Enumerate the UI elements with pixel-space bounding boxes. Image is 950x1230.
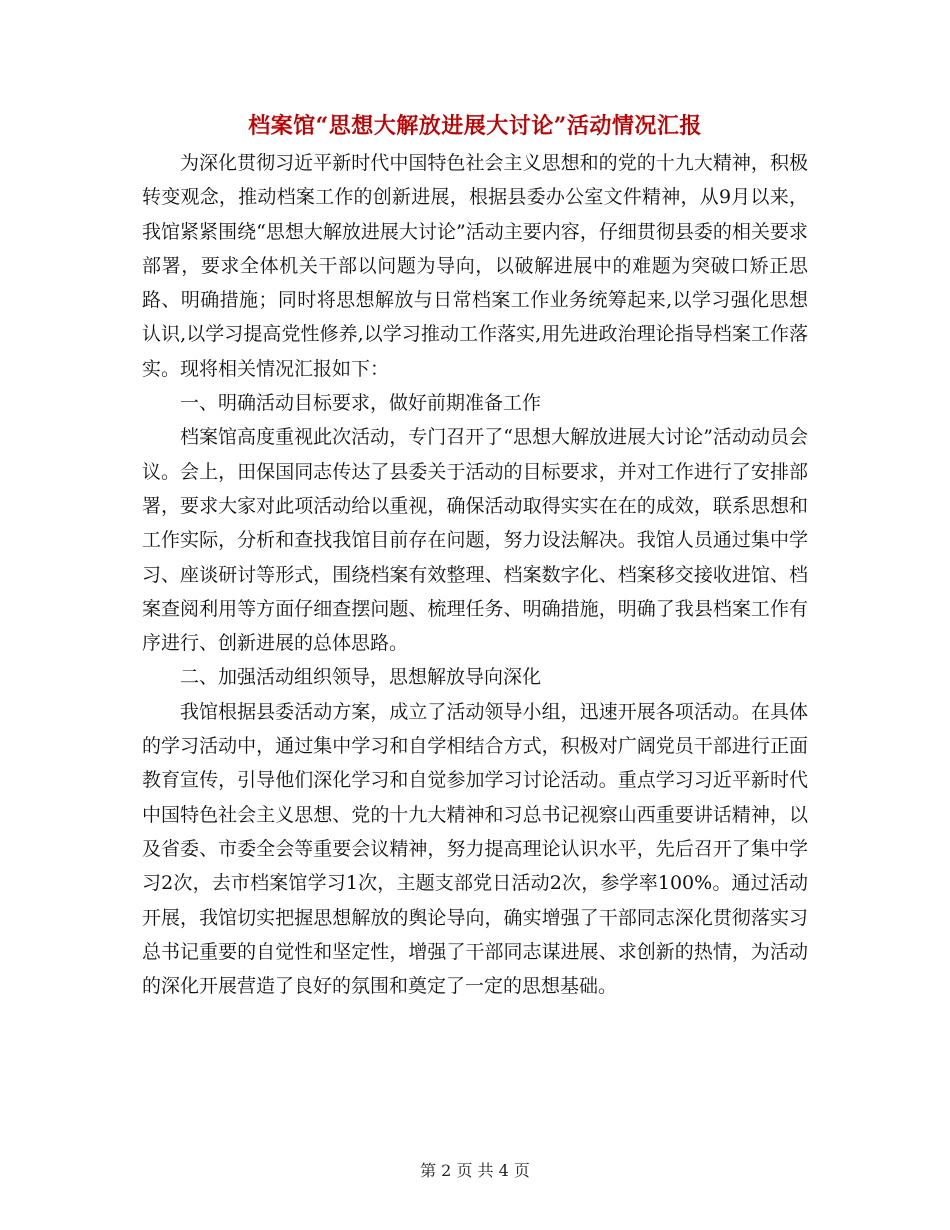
section-2-paragraph: 我馆根据县委活动方案，成立了活动领导小组，迅速开展各项活动。在具体的学习活动中，通过集中学习和自学相结合方式，积极对广阔党员干部进行正面教育宣传，引导他们深化学习和自觉参加学习讨论活动。重点学习习近平新时代中国特色社会主义思想、党的十九大精神和习总书记视察山西重要讲话精神，以及省委、市委全会等重要会议精神，努力提高理论认识水平，先后召开了集中学习2次，去市档案馆学习1次，主题支部党日活动2次，参学率100%。通过活动开展，我馆切实把握思想解放的舆论导向，确实增强了干部同志深化贯彻落实习总书记重要的自觉性和坚定性，增强了干部同志谋进展、求创新的热情，为活动的深化开展营造了良好的氛围和奠定了一定的思想基础。 (142, 700, 808, 998)
intro-paragraph: 为深化贯彻习近平新时代中国特色社会主义思想和的党的十九大精神，积极转变观念，推动档案工作的创新进展，根据县委办公室文件精神，从9月以来，我馆紧紧围绕“思想大解放进展大讨论”活动主要内容，仔细贯彻县委的相关要求部署，要求全体机关干部以问题为导向，以破解进展中的难题为突破口矫正思路、明确措施；同时将思想解放与日常档案工作业务统筹起来,以学习强化思想认识,以学习提高党性修养,以学习推动工作落实,用先进政治理论指导档案工作落实。现将相关情况汇报如下： (142, 152, 808, 380)
page-footer: 第 2 页 共 4 页 (420, 1161, 530, 1180)
document-title: 档案馆“思想大解放进展大讨论”活动情况汇报 (248, 113, 702, 139)
section-heading-2: 二、加强活动组织领导，思想解放导向深化 (180, 666, 542, 689)
section-heading-1: 一、明确活动目标要求，做好前期准备工作 (180, 392, 542, 415)
section-1-paragraph: 档案馆高度重视此次活动，专门召开了“思想大解放进展大讨论”活动动员会议。会上，田保国同志传达了县委关于活动的目标要求，并对工作进行了安排部署，要求大家对此项活动给以重视，确保活动取得实实在在的成效，联系思想和工作实际，分析和查找我馆目前存在问题，努力设法解决。我馆人员通过集中学习、座谈研讨等形式，围绕档案有效整理、档案数字化、档案移交接收进馆、档案查阅利用等方面仔细查摆问题、梳理任务、明确措施，明确了我县档案工作有序进行、创新进展的总体思路。 (142, 426, 808, 655)
document-body (142, 146, 808, 1003)
